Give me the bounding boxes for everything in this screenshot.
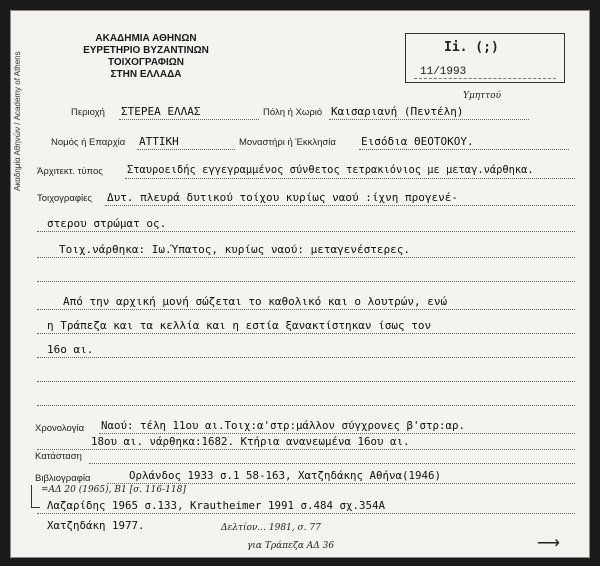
side-archive-text: Ακαδημία Αθηνών / Academy of Athens [13,51,22,191]
index-card [10,10,590,558]
label-vivliografia: Βιβλιογραφία [35,473,91,484]
card-header [51,33,241,81]
header-line-2: ΕΥΡΕΤΗΡΙΟ ΒΥΖΑΝΤΙΝΩΝ ΤΟΙΧΟΓΡΑΦΙΩΝ [83,45,209,68]
value-nomos: ΑΤΤΙΚΗ [139,135,179,148]
stamp-code: Ii. (;) [444,40,499,55]
handwritten-bracket [31,485,40,508]
catalog-stamp-box [405,33,565,83]
value-chrono-1: Ναού: τέλη 11ου αι.Τοιχ:α'στρ:μάλλον σύγχρονες β'στρ:αρ. [101,419,466,432]
label-katastasi: Κατάσταση [35,451,82,462]
value-moni: Εισόδια ΘΕΟΤΟΚΟΥ. [361,135,474,148]
handwritten-poli-note: Υμηττού [463,91,502,101]
label-nomos: Νομός ή Επαρχία [51,137,126,148]
handwritten-note-1: =ΑΔ 20 (1965), Β1 [σ. 116-118] [41,485,186,495]
label-toichografies: Τοιχογραφίες [37,193,92,204]
value-toich-2: στερου στρώματ ος. [47,217,167,230]
value-biblio-2: Λαζαρίδης 1965 σ.133, Krautheimer 1991 σ.484 σχ.354Α [47,499,386,512]
header-line-1: ΑΚΑΔΗΜΙΑ ΑΘΗΝΩΝ [95,33,197,44]
value-toich-1: Δυτ. πλευρά δυτικού τοίχου κυρίως ναού :ίχνη προγενέ- [107,191,458,204]
label-architekt: Άρχιτεκτ. τύπος [37,166,103,177]
label-poli: Πόλη ή Χωριό [263,107,323,118]
handwritten-note-2: Δελτίον... 1981, σ. 77 [221,523,321,533]
arrow-right-icon: ⟶ [537,535,560,552]
value-poli: Καισαριανή (Πεντέλη) [331,105,464,118]
label-periochi: Περιοχή [71,107,105,118]
value-biblio-1: Ορλάνδος 1933 σ.1 58-163, Χατζηδάκης Αθήνα(1946) [129,469,442,482]
handwritten-note-3: για Τράπεζα ΑΔ 36 [247,541,335,551]
value-architekt: Σταυροειδής εγγεγραμμένος σύνθετος τετρακιόνιος με μεταγ.νάρθηκα. [127,164,534,176]
stamp-number: 11/1993 [420,66,467,78]
header-line-3: ΣΤΗΝ ΕΛΛΑΔΑ [110,69,182,80]
value-periochi: ΣΤΕΡΕΑ ΕΛΛΑΣ [121,105,201,118]
text-line-2: η Τράπεζα και τα κελλία και η εστία ξανακτίστηκαν ίσως τον [47,319,432,332]
label-moni: Μοναστήρι ή Έκκλησία [239,137,336,148]
stamp-dotted-line [414,78,556,79]
value-chrono-2: 18ου αι. νάρθηκα:1682. Κτήρια ανανεωμένα 16ου αι. [91,435,410,448]
text-line-3: 16ο αι. [47,343,94,356]
value-toich-3: Τοιχ.νάρθηκα: Ιω.Ύπατος, κυρίως ναού: μεταγενέστερες. [59,243,410,256]
value-biblio-3: Χατζηδάκη 1977. [47,519,145,532]
label-chronologia: Χρονολογία [35,423,85,434]
text-line-1: Από την αρχική μονή σώζεται το καθολικό και ο λουτρών, ενώ [63,295,448,308]
